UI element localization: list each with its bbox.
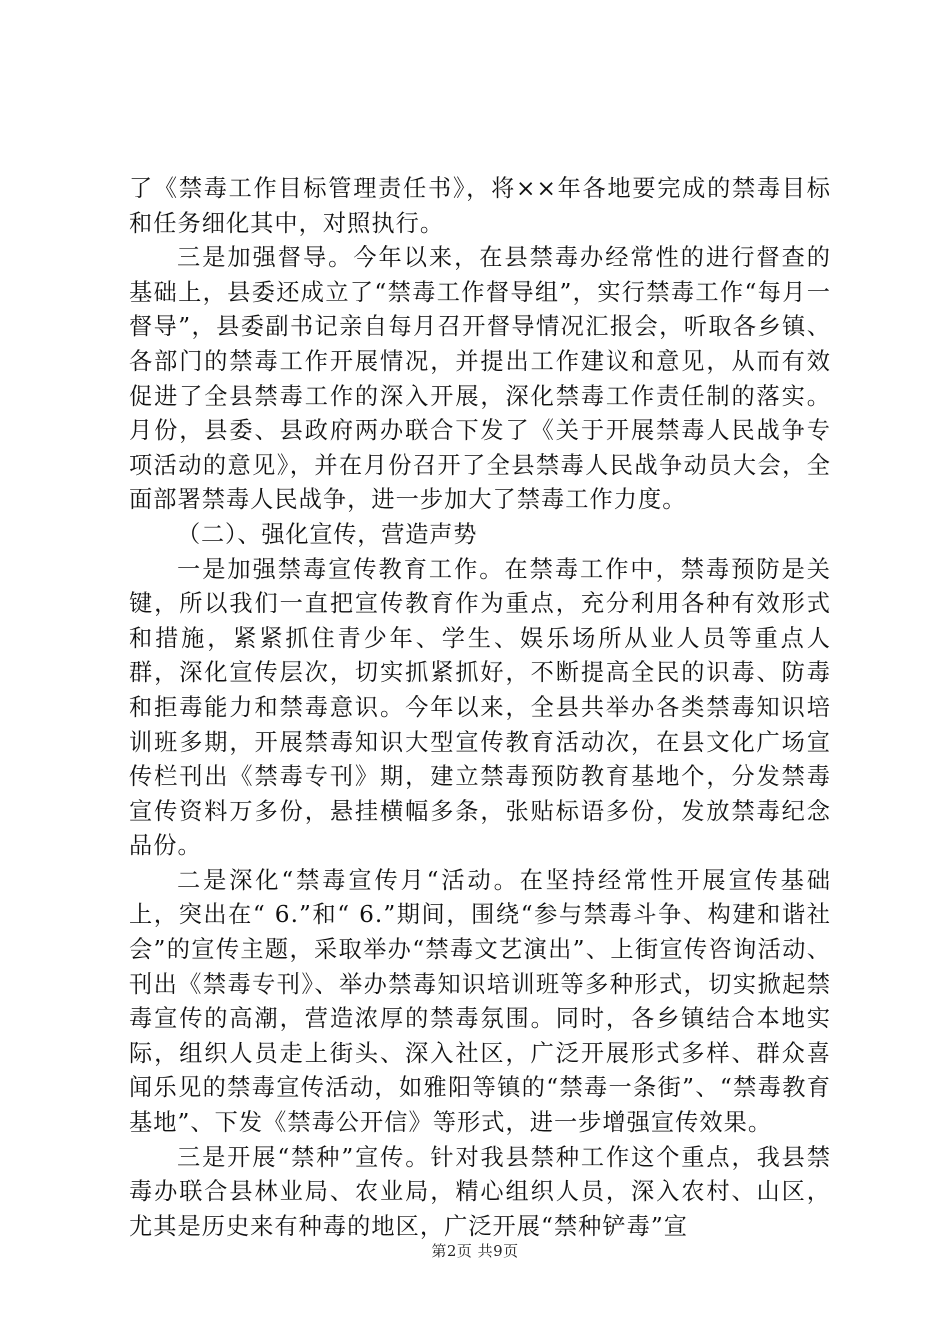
paragraph-planting-ban: 三是开展“禁种”宣传。针对我县禁种工作这个重点，我县禁毒办联合县林业局、农业局，精心组织人员，深入农村、山区，尤其是历史来有种毒的地区，广泛开展“禁种铲毒”宣 <box>129 1143 831 1240</box>
paragraph-education: 一是加强禁毒宣传教育工作。在禁毒工作中，禁毒预防是关键，所以我们一直把宣传教育作为重点，充分利用各种有效形式和措施，紧紧抓住青少年、学生、娱乐场所从业人员等重点人群，深化宣传层次，切实抓紧抓好，不断提高全民的识毒、防毒和拒毒能力和禁毒意识。今年以来，全县共举办各类禁毒知识培训班多期，开展禁毒知识大型宣传教育活动次，在县文化广场宣传栏刊出《禁毒专刊》期，建立禁毒预防教育基地个，分发禁毒宣传资料万多份，悬挂横幅多条，张贴标语多份，发放禁毒纪念品份。 <box>129 555 831 860</box>
document-body <box>129 172 831 1244</box>
paragraph-continuation: 了《禁毒工作目标管理责任书》，将××年各地要完成的禁毒目标和任务细化其中，对照执行。 <box>129 175 831 237</box>
page-number-footer: 第2页 共9页 <box>431 1242 519 1260</box>
paragraph-publicity-month: 二是深化“禁毒宣传月“活动。在坚持经常性开展宣传基础上，突出在“ 6.”和“ 6.”期间，围绕“参与禁毒斗争、构建和谐社会”的宣传主题，采取举办“禁毒文艺演出”、上街宣传咨询活动、刊出《禁毒专刊》、举办禁毒知识培训班等多种形式，切实掀起禁毒宣传的高潮，营造浓厚的禁毒氛围。同时，各乡镇结合本地实际，组织人员走上街头、深入社区，广泛开展形式多样、群众喜闻乐见的禁毒宣传活动，如雅阳等镇的“禁毒一条街”、“禁毒教育基地”、下发《禁毒公开信》等形式，进一步增强宣传效果。 <box>129 866 831 1137</box>
section-heading: （二）、强化宣传，营造声势 <box>177 520 478 548</box>
paragraph-supervision: 三是加强督导。今年以来，在县禁毒办经常性的进行督查的基础上，县委还成立了“禁毒工作督导组”，实行禁毒工作“每月一督导”，县委副书记亲自每月召开督导情况汇报会，听取各乡镇、各部门的禁毒工作开展情况，并提出工作建议和意见，从而有效促进了全县禁毒工作的深入开展，深化禁毒工作责任制的落实。月份，县委、县政府两办联合下发了《关于开展禁毒人民战争专项活动的意见》，并在月份召开了全县禁毒人民战争动员大会，全面部署禁毒人民战争，进一步加大了禁毒工作力度。 <box>129 244 831 514</box>
